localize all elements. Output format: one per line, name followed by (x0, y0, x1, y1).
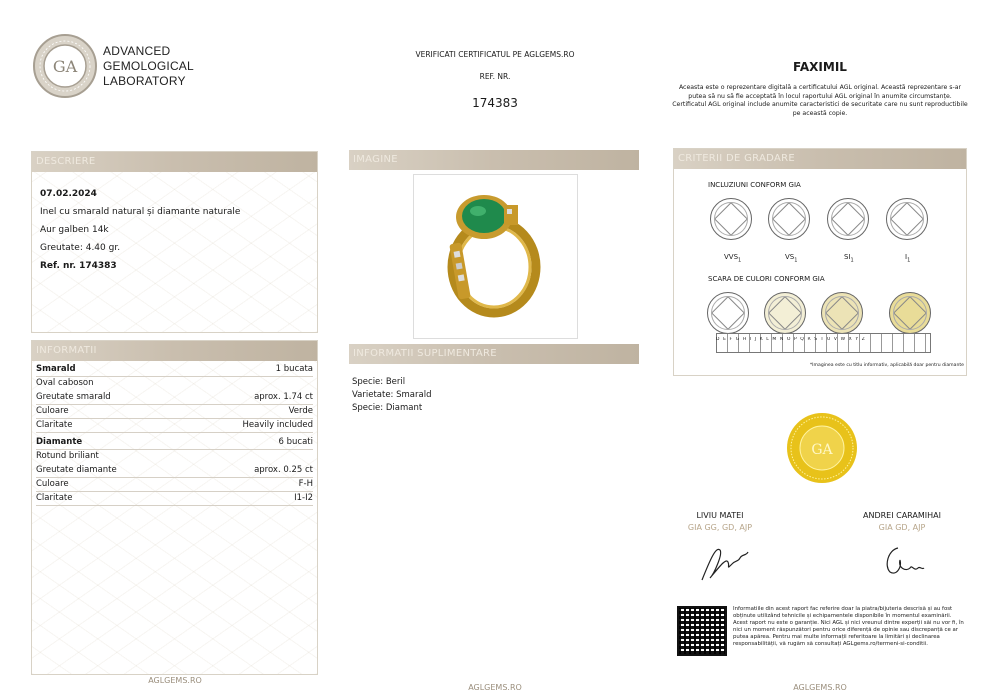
scale-letter-g: G (735, 337, 743, 342)
descriere-panel (31, 151, 318, 333)
qr-code-icon[interactable] (677, 606, 727, 656)
grade-si (844, 253, 854, 263)
info-label: Greutate smarald (36, 392, 111, 402)
info-label: Culoare (36, 406, 69, 416)
signer2-title: GIA GD, AJP (878, 523, 926, 532)
grade-vs-sub: 1 (794, 257, 798, 264)
svg-text:GA: GA (811, 442, 833, 458)
info-value: F-H (298, 479, 313, 489)
signer1-name: LIVIU MATEI (696, 511, 744, 520)
footer-link-3[interactable]: AGLGEMS.RO (793, 683, 847, 692)
info-label: Oval caboson (36, 378, 94, 388)
scale-letter-i: I (749, 337, 755, 342)
info-row-clarity (36, 419, 313, 433)
info-row-diamond-color (36, 478, 313, 492)
scale-letter-h: H (742, 337, 750, 342)
color-scale-bar (716, 333, 931, 353)
footer-link-2[interactable]: AGLGEMS.RO (468, 683, 522, 692)
scale-letter-z: Z (861, 337, 869, 342)
lab-name (103, 44, 194, 89)
clarity-diamond-i (886, 198, 928, 240)
scale-letter-t: T (820, 337, 828, 342)
scale-letter-s: S (814, 337, 821, 342)
grade-vs-label: VS (785, 253, 795, 261)
scale-letter-p: P (793, 337, 801, 342)
gold-seal-icon (786, 412, 858, 484)
suplimentare-line1: Specie: Beril (352, 377, 406, 387)
info-value: I1-I2 (294, 493, 313, 503)
suplimentare-line2: Varietate: Smarald (352, 390, 432, 400)
criterii-note: *Imaginea este cu titlu informativ, aplicabilă doar pentru diamante (809, 363, 964, 368)
scale-letter-j: J (754, 337, 760, 342)
info-row-cut (36, 450, 313, 463)
scale-letter-y: Y (855, 337, 862, 342)
ref-label: REF. NR. (479, 72, 511, 81)
scale-letter-f: F (729, 337, 736, 342)
suplimentare-title: INFORMATII SUPLIMENTARE (349, 344, 639, 364)
ref-number: 174383 (472, 96, 518, 110)
grade-vvs-sub: 1 (738, 257, 742, 264)
clarity-diamond-vs (768, 198, 810, 240)
signature1-icon (696, 540, 752, 590)
info-value: Verde (288, 406, 313, 416)
info-row-smarald (36, 363, 313, 377)
scale-letter-n: N (779, 337, 787, 342)
scale-letter-l: L (766, 337, 773, 342)
info-label: Smarald (36, 364, 76, 374)
info-label: Culoare (36, 479, 69, 489)
info-label: Claritate (36, 493, 73, 503)
descriere-date: 07.02.2024 (40, 189, 97, 199)
informatii-title: INFORMATII (32, 341, 317, 361)
scale-letter-r: R (807, 337, 815, 342)
grade-si-sub: 1 (850, 257, 854, 264)
info-value: 1 bucata (275, 364, 313, 374)
scale-letter-m: M (772, 337, 780, 342)
faximil-text: Aceasta este o reprezentare digitală a certificatului AGL original. Această reprezentare s-ar putea să nu să fie acceptată în locul raportului AGL original în anumite circumstanțe. Certificatul AGL original include anumite caracteristici de securitate care nu sunt reproductibile pe această copie. (672, 84, 968, 117)
lab-name-line3: LABORATORY (103, 74, 186, 88)
info-row-color (36, 405, 313, 419)
ring-photo (413, 174, 578, 339)
signer1-title: GIA GG, GD, AJP (687, 523, 753, 532)
descriere-line2: Aur galben 14k (40, 225, 109, 235)
signature2-icon (878, 542, 928, 586)
grade-i (905, 253, 910, 263)
disclaimer-text: Informatiile din acest raport fac referire doar la piatra/bijuteria descrisă și au fost obținute utilizând tehnicile și echipamentele disponibile în momentul examinării. Acest raport nu este o garanție. Nici AGL și nici vreunul dintre experții săi nu vor fi, în nici un moment răspunzători pentru orice diferență de opinie sau discrepanță ce ar putea apărea. Pentru mai multe informații referitoare la limitări și declinarea responsabilității, vă rugăm să consultați AGLgems.ro/termeni-si-conditii. (733, 606, 964, 647)
clarity-diamond-si (827, 198, 869, 240)
info-row-diamante (36, 436, 313, 450)
scale-letter-o: O (786, 337, 794, 342)
info-row-diamond-clarity (36, 492, 313, 506)
info-value: aprox. 1.74 ct (254, 392, 313, 402)
lab-name-line2: GEMOLOGICAL (103, 59, 194, 73)
scale-letter-k: K (759, 337, 767, 342)
descriere-ref: Ref. nr. 174383 (40, 261, 117, 271)
scale-letter-v: V (833, 337, 841, 342)
faximil-title: FAXIMIL (793, 60, 847, 74)
lab-name-line1: ADVANCED (103, 44, 171, 58)
color-diamond-3 (821, 292, 863, 334)
grade-si-label: SI (844, 253, 851, 261)
clarity-diamond-vvs (710, 198, 752, 240)
agl-seal-logo (32, 33, 98, 99)
verify-link-text[interactable]: VERIFICATI CERTIFICATUL PE AGLGEMS.RO (415, 50, 575, 59)
criterii-title: CRITERII DE GRADARE (674, 149, 966, 169)
descriere-line3: Greutate: 4.40 gr. (40, 243, 121, 253)
scale-letter-w: W (840, 337, 849, 342)
signer2-name: ANDREI CARAMIHAI (862, 511, 941, 520)
info-label: Greutate diamante (36, 465, 117, 475)
footer-link-1[interactable]: AGLGEMS.RO (148, 676, 202, 685)
info-row-shape (36, 377, 313, 390)
grade-vvs (724, 253, 741, 263)
grade-vvs-label: VVS (724, 253, 739, 261)
info-label: Rotund briliant (36, 451, 99, 461)
info-label: Claritate (36, 420, 73, 430)
info-value: Heavily included (242, 420, 313, 430)
color-diamond-4 (889, 292, 931, 334)
suplimentare-line3: Specie: Diamant (352, 403, 423, 413)
info-row-weight (36, 391, 313, 405)
color-diamond-1 (707, 292, 749, 334)
scale-letter-u: U (827, 337, 834, 342)
descriere-title: DESCRIERE (32, 152, 317, 172)
inclusions-title: INCLUZIUNI CONFORM GIA (708, 181, 801, 189)
scale-letter-e: E (723, 337, 730, 342)
descriere-line1: Inel cu smarald natural și diamante naturale (40, 207, 241, 217)
grade-i-sub: 1 (907, 257, 911, 264)
scale-letter-q: Q (800, 337, 808, 342)
grade-i-label: I (905, 253, 908, 261)
color-scale-title: SCARA DE CULORI CONFORM GIA (708, 275, 825, 283)
scale-letter-d: D (716, 337, 724, 342)
color-scale-letters (716, 337, 929, 342)
grade-vs (785, 253, 797, 263)
info-label: Diamante (36, 437, 83, 447)
info-value: 6 bucati (278, 437, 313, 447)
scale-letter-x: X (848, 337, 856, 342)
info-row-diamond-weight (36, 464, 313, 478)
info-value: aprox. 0.25 ct (254, 465, 313, 475)
color-diamond-2 (764, 292, 806, 334)
informatii-panel (31, 340, 318, 675)
imagine-title: IMAGINE (349, 150, 639, 170)
svg-text:GA: GA (52, 57, 78, 76)
